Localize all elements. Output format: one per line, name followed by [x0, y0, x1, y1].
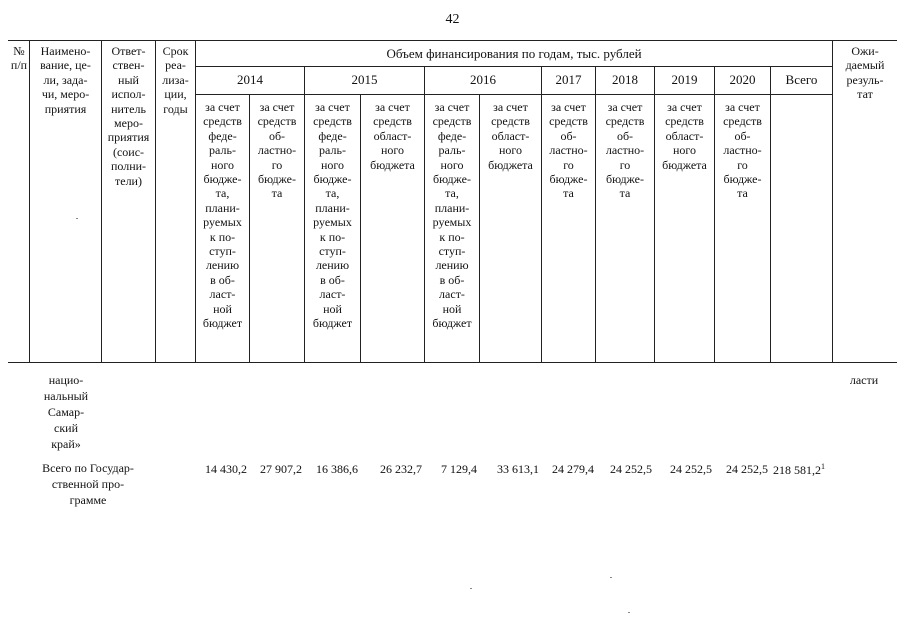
header-number: № п/п — [10, 44, 28, 73]
year-2017: 2017 — [555, 72, 582, 87]
year-total: Всего — [785, 72, 818, 87]
header-name: Наимено- вание, це- ли, зада- чи, меро- приятия — [40, 44, 91, 116]
table-line — [8, 40, 897, 41]
scan-speck — [610, 577, 612, 578]
year-2016: 2016 — [470, 72, 496, 87]
subheader-federal-2015: за счет средств феде- раль- ного бюдже- та, плани- руемых к по- ступ- лению в об- ласт- ной бюджет — [312, 100, 353, 331]
year-2020: 2020 — [729, 72, 756, 87]
subheader-regional-2015: за счет средств област- ного бюджета — [370, 100, 415, 172]
total-label: Всего по Государ- ственной про- грамме — [42, 461, 134, 507]
total-federal-2016: 7 129,4 — [441, 462, 477, 476]
total-regional-2015: 26 232,7 — [380, 462, 422, 476]
table-line — [770, 66, 771, 363]
year-2018: 2018 — [612, 72, 638, 87]
header-result: Ожи- даемый резуль- тат — [845, 44, 885, 102]
subheader-regional-2014: за счет средств об- ластно- го бюдже- та — [257, 100, 297, 201]
table-line — [195, 66, 832, 67]
header-responsible: Ответ- ствен- ный испол- нитель меро- приятия (соис- полни- тели) — [107, 44, 150, 188]
total-regional-2018: 24 252,5 — [610, 462, 652, 476]
header-term: Срок реа- лиза- ции, годы — [162, 44, 189, 116]
scan-speck — [628, 612, 630, 613]
total-regional-2014: 27 907,2 — [260, 462, 302, 476]
total-regional-2016: 33 613,1 — [497, 462, 539, 476]
continued-name: нацио- нальный Самар- ский край» — [43, 373, 89, 451]
total-all-value: 218 581,2 — [773, 463, 821, 477]
subheader-regional-2020: за счет средств об- ластно- го бюдже- та — [723, 100, 762, 201]
header-funding: Объем финансирования по годам, тыс. рублей — [386, 46, 642, 61]
total-regional-2017: 24 279,4 — [552, 462, 594, 476]
subheader-federal-2014: за счет средств феде- раль- ного бюдже- та, плани- руемых к по- ступ- лению в об- ласт- ной бюджет — [202, 100, 243, 331]
year-2014: 2014 — [237, 72, 263, 87]
total-federal-2015: 16 386,6 — [316, 462, 358, 476]
scan-speck — [76, 218, 78, 219]
table-line — [8, 362, 897, 363]
total-regional-2019: 24 252,5 — [670, 462, 712, 476]
subheader-regional-2016: за счет средств област- ного бюджета — [488, 100, 533, 172]
subheader-federal-2016: за счет средств феде- раль- ного бюдже- та, плани- руемых к по- ступ- лению в об- ласт- ной бюджет — [432, 100, 472, 331]
scan-speck — [470, 588, 472, 589]
year-2015: 2015 — [351, 72, 378, 87]
total-footnote-marker: 1 — [821, 462, 825, 471]
total-all — [771, 462, 835, 478]
total-regional-2020: 24 252,5 — [726, 462, 768, 476]
table-line — [195, 94, 832, 95]
subheader-regional-2017: за счет средств об- ластно- го бюдже- та — [549, 100, 588, 201]
year-2019: 2019 — [671, 72, 698, 87]
page-number: 42 — [445, 12, 460, 27]
subheader-regional-2018: за счет средств об- ластно- го бюдже- та — [605, 100, 645, 201]
continued-result: ласти — [849, 373, 879, 387]
total-federal-2014: 14 430,2 — [205, 462, 247, 476]
subheader-regional-2019: за счет средств област- ного бюджета — [662, 100, 707, 172]
